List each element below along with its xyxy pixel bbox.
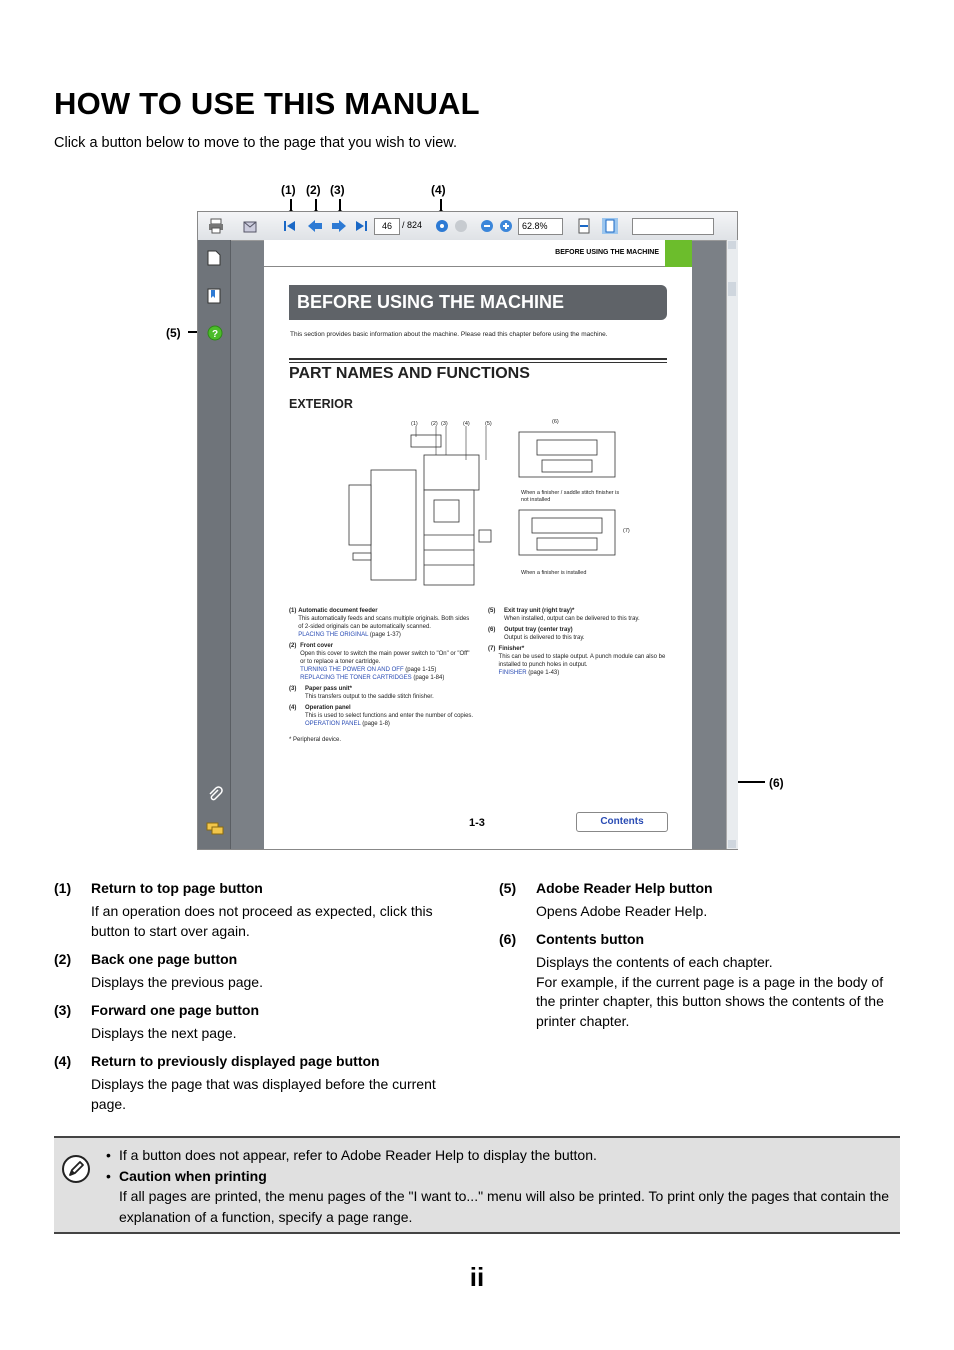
parts-list-right	[488, 607, 668, 677]
fig-label-6: (6)	[552, 419, 559, 425]
pencil-note-icon	[61, 1154, 91, 1184]
bookmarks-panel-icon[interactable]	[207, 288, 221, 304]
part-item: (7) Finisher* This can be used to staple output. A punch module can also be installed to punch holes in output. FINISHER (page 1-43)	[488, 646, 666, 676]
callout-2: (2)	[306, 183, 321, 197]
page-title: HOW TO USE THIS MANUAL	[54, 86, 480, 121]
reader-screenshot	[197, 211, 738, 850]
intro-text: Click a button below to move to the page that you wish to view.	[54, 135, 458, 151]
finisher-not-installed-illustration	[517, 430, 617, 485]
running-header: BEFORE USING THE MACHINE	[555, 249, 659, 256]
section-title: PART NAMES AND FUNCTIONS	[289, 365, 530, 382]
description-heading: Forward one page button	[91, 1002, 259, 1018]
callout-5: (5)	[166, 326, 181, 340]
description-body-line: Displays the contents of each chapter.	[536, 954, 773, 970]
description-number: (4)	[54, 1053, 72, 1069]
page-number: ii	[469, 1262, 485, 1292]
help-icon[interactable]	[207, 325, 223, 341]
page-number-field[interactable]: 46	[374, 218, 400, 235]
running-header-rule	[264, 266, 665, 267]
chapter-tab	[665, 240, 692, 267]
fig-label-5: (5)	[485, 421, 492, 427]
description-heading: Back one page button	[91, 951, 238, 967]
next-page-icon[interactable]	[331, 218, 347, 234]
description-heading: Return to top page button	[91, 880, 263, 896]
find-field[interactable]	[632, 218, 714, 235]
description-body: Opens Adobe Reader Help.	[536, 903, 708, 919]
note-bullet-1	[106, 1145, 896, 1166]
scroll-thumb[interactable]	[728, 282, 736, 296]
chapter-banner	[289, 285, 667, 320]
finisher-installed-illustration	[517, 508, 617, 563]
footnote: * Peripheral device.	[289, 737, 342, 743]
note-bullet-1-text: If a button does not appear, refer to Adobe Reader Help to display the button.	[119, 1147, 597, 1163]
last-page-icon[interactable]	[353, 218, 369, 234]
fig-caption-2: When a finisher is installed	[521, 570, 587, 576]
svg-text:?: ?	[211, 329, 219, 340]
subsection-title: EXTERIOR	[289, 397, 353, 411]
description-heading: Contents button	[536, 931, 645, 947]
document-page	[264, 240, 692, 849]
callout-4: (4)	[431, 183, 446, 197]
next-view-icon[interactable]	[453, 218, 469, 234]
attachment-icon[interactable]	[207, 786, 223, 802]
description-body: Displays the next page.	[91, 1025, 237, 1041]
section-rule-2	[289, 362, 667, 363]
pages-panel-icon[interactable]	[207, 250, 221, 266]
part-item: (4) Operation panel This is used to select functions and enter the number of copies. OPERATION PANEL (page 1-8)	[289, 705, 474, 727]
description-number: (3)	[54, 1002, 72, 1018]
bullet-glyph: •	[106, 1147, 111, 1163]
scroll-down-arrow[interactable]	[728, 840, 736, 848]
description-number: (5)	[499, 880, 517, 896]
vertical-scrollbar[interactable]	[726, 240, 738, 849]
contents-button[interactable]: Contents	[576, 812, 668, 832]
description-number: (1)	[54, 880, 72, 896]
fig-label-4: (4)	[463, 421, 470, 427]
reader-sidebar	[198, 240, 231, 849]
previous-view-icon[interactable]	[434, 218, 450, 234]
first-page-icon[interactable]	[282, 218, 298, 234]
printer-icon[interactable]	[208, 218, 224, 234]
reader-toolbar	[198, 212, 737, 241]
part-item: (6) Output tray (center tray) Output is delivered to this tray.	[488, 627, 585, 641]
note-bullet-2-body: If all pages are printed, the menu pages of the "I want to..." menu will also be printed. To print only the pages that contain the explanation of a function, specify a page range.	[119, 1188, 890, 1225]
parts-list-left	[289, 607, 474, 744]
zoom-out-icon[interactable]	[479, 218, 495, 234]
scroll-up-arrow[interactable]	[728, 241, 736, 249]
note-text	[106, 1145, 896, 1227]
machine-illustration	[339, 425, 519, 590]
zoom-in-icon[interactable]	[498, 218, 514, 234]
description-body-line: For example, if the current page is a page in the body of the printer chapter, this button shows the contents of the printer chapter.	[536, 973, 884, 1029]
description-number: (6)	[499, 931, 517, 947]
previous-page-icon[interactable]	[307, 218, 323, 234]
zoom-field[interactable]: 62.8%	[518, 218, 563, 235]
email-icon[interactable]	[243, 218, 259, 234]
fig-label-1: (1)	[411, 421, 418, 427]
part-item: (2) Front cover Open this cover to switch the main power switch to "On" or "Off" or to replace a toner cartridge. TURNING THE POWER ON AND OFF (page 1-15) REPLACING THE TONER CARTRIDGES (page 1-84)	[289, 643, 470, 681]
note-bullet-2-heading: Caution when printing	[119, 1167, 267, 1184]
comments-icon[interactable]	[206, 822, 224, 836]
fit-page-icon[interactable]	[602, 218, 618, 234]
callout-1: (1)	[281, 183, 296, 197]
description-heading: Adobe Reader Help button	[536, 880, 713, 896]
fig-label-7: (7)	[623, 528, 630, 534]
callout-6: (6)	[769, 776, 784, 790]
fig-label-2: (2)	[431, 421, 438, 427]
chapter-title: BEFORE USING THE MACHINE	[297, 292, 565, 312]
section-rule-1	[289, 358, 667, 360]
part-item: (5) Exit tray unit (right tray)* When installed, output can be delivered to this tray.	[488, 608, 640, 622]
doc-page-label: 1-3	[469, 817, 485, 829]
fig-label-3: (3)	[441, 421, 448, 427]
description-body: If an operation does not proceed as expected, click this button to start over again.	[91, 903, 433, 939]
description-number: (2)	[54, 951, 72, 967]
part-item: (3) Paper pass unit* This transfers output to the saddle stitch finisher.	[289, 686, 434, 700]
description-body	[536, 953, 899, 1031]
chapter-intro: This section provides basic information about the machine. Please read this chapter before using the machine.	[290, 331, 608, 338]
description-heading: Return to previously displayed page button	[91, 1053, 380, 1069]
description-body: Displays the page that was displayed before the current page.	[91, 1076, 436, 1112]
bullet-glyph: •	[106, 1167, 111, 1184]
page-total: / 824	[402, 220, 423, 230]
fit-width-icon[interactable]	[576, 218, 592, 234]
note-box	[54, 1136, 900, 1234]
callout-3: (3)	[330, 183, 345, 197]
part-item: (1) Automatic document feeder This automatically feeds and scans multiple originals. Both sides of 2-sided originals can be automatically scanned. PLACING THE ORIGINAL (page 1-37)	[289, 608, 470, 638]
fig-caption-1: When a finisher / saddle stitch finisher is not installed	[521, 490, 620, 503]
description-body: Displays the previous page.	[91, 974, 263, 990]
note-bullet-2	[106, 1166, 896, 1228]
